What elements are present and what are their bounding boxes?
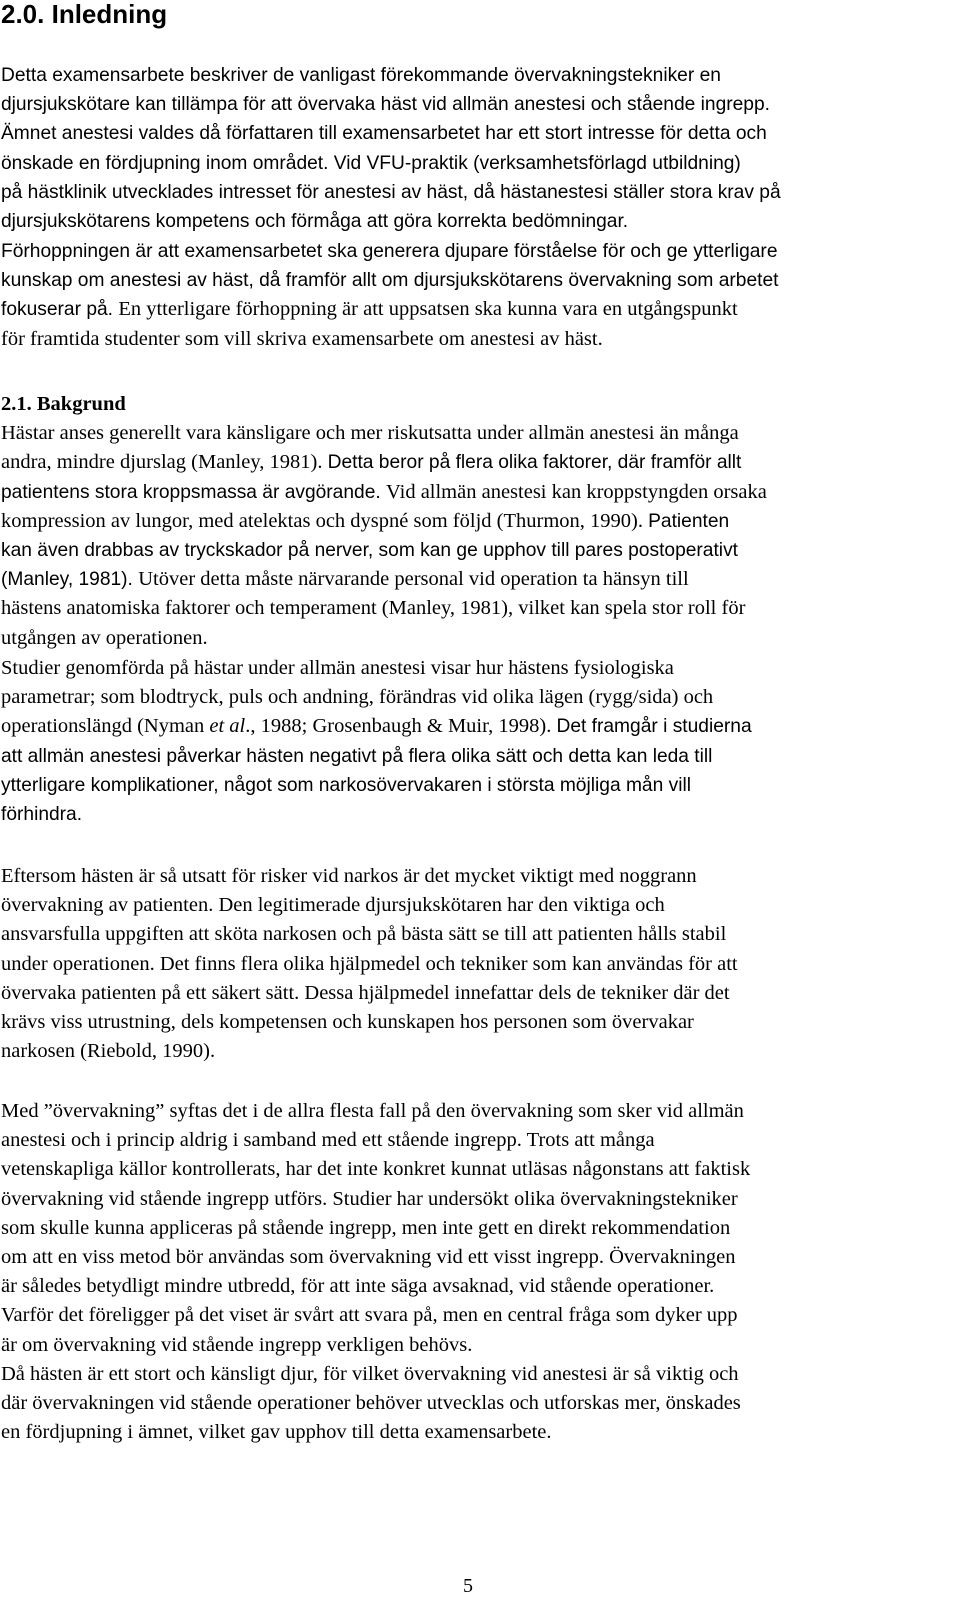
text-line: en fördjupning i ämnet, vilket gav upphov till detta examensarbete. xyxy=(1,1421,552,1444)
text-line: Hästar anses generellt vara känsligare och mer riskutsatta under allmän anestesi än många xyxy=(1,422,739,445)
text-segment: Patienten xyxy=(648,510,730,532)
intro-paragraph xyxy=(1,61,946,236)
text-segment: Detta beror på flera olika faktorer, där framför allt xyxy=(327,452,742,474)
text-segment: Övervakningen xyxy=(609,1245,736,1268)
text-segment: om att en viss metod bör användas som övervakning vid ett visst ingrepp. xyxy=(1,1245,610,1268)
text-segment: övervakning vid stående ingrepp utförs. xyxy=(1,1187,333,1210)
text-line: vetenskapliga källor kontrollerats, har det inte konkret kunnat utläsas någonstans att faktisk xyxy=(1,1158,751,1181)
text-segment: ., 1988; Grosenbaugh & Muir, 1998). xyxy=(245,715,557,738)
page-number: 5 xyxy=(463,1575,473,1597)
text-segment: Vid allmän anestesi kan kroppstyngden orsaka xyxy=(386,480,767,503)
text-line: krävs viss utrustning, dels kompetensen och kunskapen hos personen som övervakar xyxy=(1,1010,694,1033)
text-segment: Vid VFU-praktik (verksamhetsförlagd utbildning) xyxy=(333,152,741,174)
text-line: på hästklinik utvecklades intresset för anestesi av häst, då hästanestesi ställer stora krav på xyxy=(1,181,781,203)
text-line: ansvarsfulla uppgiften att sköta narkosen och på bästa sätt se till att patienten hålls stabil xyxy=(1,923,727,946)
text-segment: En ytterligare förhoppning är att uppsatsen ska kunna vara en utgångspunkt xyxy=(118,298,738,321)
text-line: att allmän anestesi påverkar hästen negativt på flera olika sätt och detta kan leda till xyxy=(1,745,713,767)
section-heading: 2.0. Inledning xyxy=(1,0,168,29)
text-segment: Det finns flera olika hjälpmedel och tekniker som kan användas för att xyxy=(159,952,738,975)
text-line xyxy=(1,891,946,920)
studies-paragraph xyxy=(1,654,946,829)
text-line: kunskap om anestesi av häst, då framför allt om djursjukskötarens övervakning som arbetet xyxy=(1,270,779,292)
text-line: Förhoppningen är att examensarbetet ska generera djupare förståelse för och ge ytterligare xyxy=(1,241,778,262)
text-line xyxy=(1,712,946,741)
text-segment: Det framgår i studierna xyxy=(556,716,752,738)
text-line: djursjukskötare kan tillämpa för att övervaka häst vid allmän anestesi och stående ingrepp. xyxy=(1,94,770,116)
text-line: parametrar; som blodtryck, puls och andning, förändras vid olika lägen (rygg/sida) och xyxy=(1,686,714,709)
text-line: är om övervakning vid stående ingrepp verkligen behövs. xyxy=(1,1333,473,1356)
text-segment: Studier har undersökt olika övervakningstekniker xyxy=(332,1187,738,1210)
text-segment: Utöver detta måste närvarande personal vid operation ta hänsyn till xyxy=(138,568,689,591)
text-line: Med ”övervakning” syftas det i de allra flesta fall på den övervakning som sker vid allmän xyxy=(1,1100,744,1122)
text-line: Varför det föreligger på det viset är svårt att svara på, men en central fråga som dyker upp xyxy=(1,1304,738,1327)
text-line: där övervakningen vid stående operationer behöver utvecklas och utforskas mer, önskades xyxy=(1,1391,741,1414)
text-line xyxy=(1,1185,946,1214)
text-line xyxy=(1,950,946,979)
text-line xyxy=(1,149,946,178)
text-segment: (Manley, 1981). xyxy=(1,569,139,591)
text-line: som skulle kunna appliceras på stående ingrepp, men inte gett en direkt rekommendation xyxy=(1,1216,731,1239)
text-line: är således betydligt mindre utbredd, för att inte säga avsaknad, vid stående operationer. xyxy=(1,1275,715,1298)
hope-paragraph xyxy=(1,237,946,354)
text-line xyxy=(1,565,946,594)
text-line: narkosen (Riebold, 1990). xyxy=(1,1040,216,1063)
text-segment: övervakning av patienten. xyxy=(1,894,219,917)
text-segment: Den legitimerade djursjukskötaren har den viktiga och xyxy=(218,894,665,917)
text-segment: övervaka patienten på ett säkert sätt. xyxy=(1,981,305,1004)
text-segment: anestesi och i princip aldrig i samband med ett stående ingrepp. xyxy=(1,1129,527,1152)
text-segment: under operationen. xyxy=(1,952,160,975)
text-line: Ämnet anestesi valdes då författaren till examensarbetet har ett stort intresse för detta och xyxy=(1,123,767,145)
text-line: hästens anatomiska faktorer och temperament (Manley, 1981), vilket kan spela stor roll för xyxy=(1,597,746,620)
background-section xyxy=(1,390,946,653)
text-line: ytterligare komplikationer, något som narkosövervakaren i största möjliga mån vill xyxy=(1,774,691,796)
text-line xyxy=(1,1243,946,1272)
exposed-paragraph xyxy=(1,862,946,1066)
text-line: Då hästen är ett stort och känsligt djur, för vilket övervakning vid anestesi är så viktig och xyxy=(1,1362,739,1385)
text-line: för framtida studenter som vill skriva examensarbete om anestesi av häst. xyxy=(1,327,603,350)
text-line xyxy=(1,295,946,324)
subheading: 2.1. Bakgrund xyxy=(1,393,126,415)
text-line: djursjukskötarens kompetens och förmåga att göra korrekta bedömningar. xyxy=(1,210,629,232)
text-segment: operationslängd (Nyman xyxy=(1,715,210,738)
text-segment: patientens stora kroppsmassa är avgörande. xyxy=(1,481,387,503)
monitoring-paragraph xyxy=(1,1097,946,1447)
text-line: förhindra. xyxy=(1,803,83,825)
text-segment: andra, mindre djurslag (Manley, 1981). xyxy=(1,451,328,474)
text-segment: Dessa hjälpmedel innefattar dels de tekniker där det xyxy=(304,981,730,1004)
text-line: kan även drabbas av tryckskador på nerver, som kan ge upphov till pares postoperativt xyxy=(1,539,738,561)
text-line xyxy=(1,1126,946,1155)
text-line: Eftersom hästen är så utsatt för risker vid narkos är det mycket viktigt med noggrann xyxy=(1,865,697,887)
text-segment: et al xyxy=(209,715,246,738)
text-line: utgången av operationen. xyxy=(1,626,208,649)
text-line xyxy=(1,979,946,1008)
text-line xyxy=(1,478,946,507)
text-line xyxy=(1,507,946,536)
text-segment: önskade en fördjupning inom området. xyxy=(1,152,334,174)
text-segment: fokuserar på. xyxy=(1,299,119,321)
text-line xyxy=(1,448,946,477)
text-segment: kompression av lungor, med atelektas och dyspné som följd (Thurmon, 1990). xyxy=(1,509,649,532)
text-segment: Trots att många xyxy=(526,1129,655,1152)
text-line: Detta examensarbete beskriver de vanligast förekommande övervakningstekniker en xyxy=(1,65,721,86)
text-line: Studier genomförda på hästar under allmän anestesi visar hur hästens fysiologiska xyxy=(1,657,674,679)
